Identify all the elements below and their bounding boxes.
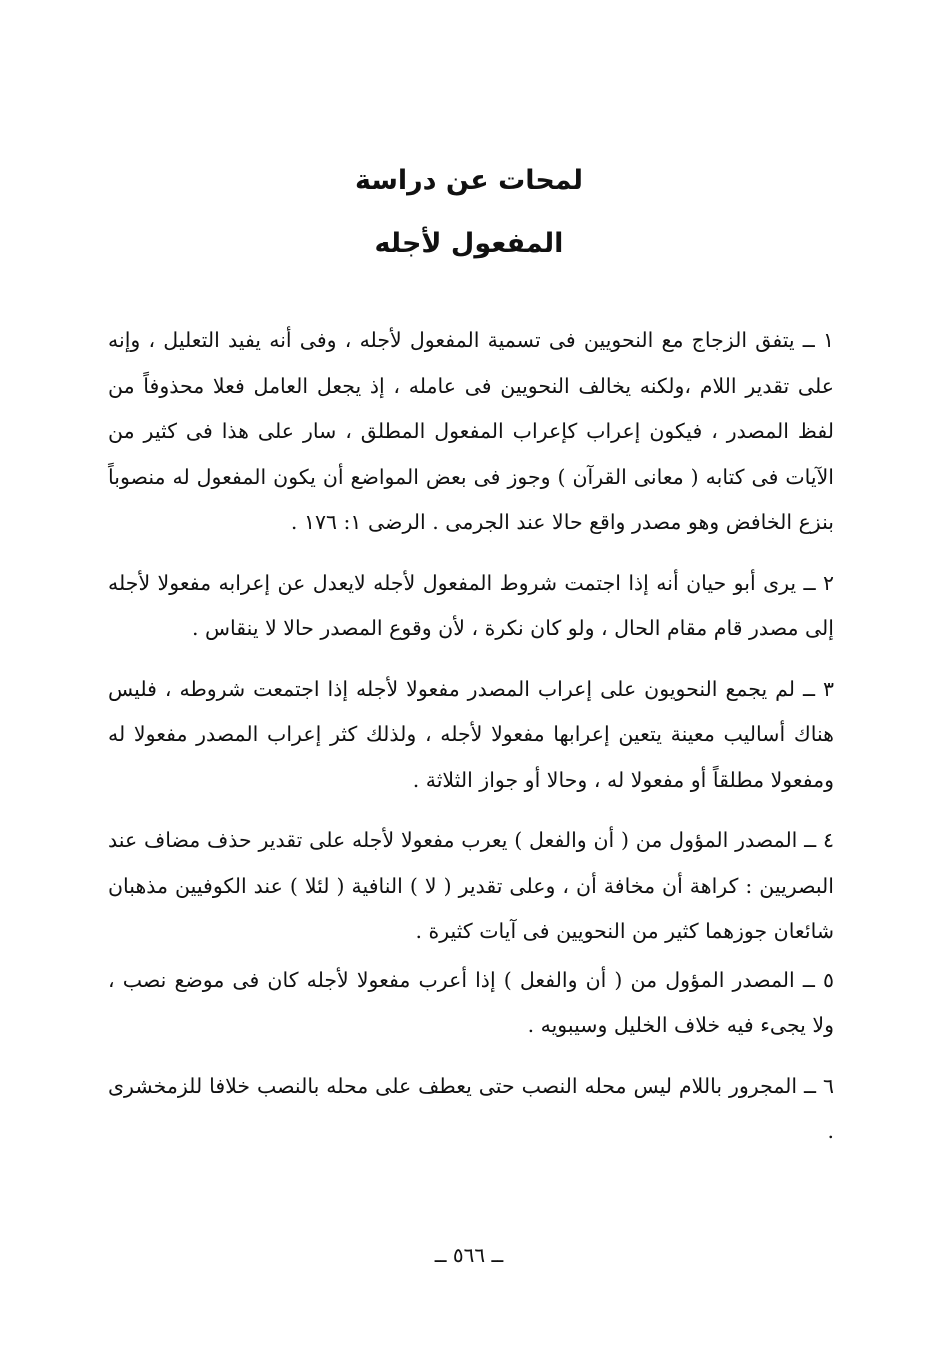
title-line-2: المفعول لأجله [374,228,564,259]
paragraph-4: ٤ ــ المصدر المؤول من ( أن والفعل ) يعرب مفعولا لأجله على تقدير حذف مضاف عند البصريين : كراهة أن مخافة أن ، وعلى تقدير ( لا ) النافية ( لئلا ) عند الكوفيين مذهبان شائعان جوزهما كثير من النحويين فى آيات كثيرة . [108,828,834,943]
paragraph-1: ١ ــ يتفق الزجاج مع النحويين فى تسمية المفعول لأجله ، وفى أنه يفيد التعليل ، وإنه على تقدير اللام ،ولكنه يخالف النحويين فى عامله ، إذ يجعل العامل فعلا محذوفاً من لفظ المصدر ، فيكون إعراب كإعراب المفعول المطلق ، سار على هذا فى كثير من الآيات فى كتابه ( معانى القرآن ) وجوز فى بعض المواضع أن يكون المفعول له منصوباً بنزع الخافض وهو مصدر واقع حالا عند الجرمى . الرضى ١: ١٧٦ . [108,328,834,534]
paragraph-2: ٢ ــ يرى أبو حيان أنه إذا اجتمت شروط المفعول لأجله لايعدل عن إعرابه مفعولا لأجله إلى مصدر قام مقام الحال ، ولو كان نكرة ، لأن وقوع المصدر حالا لا ينقاس . [108,570,834,640]
paragraph-5: ٥ ــ المصدر المؤول من ( أن والفعل ) إذا أعرب مفعولا لأجله كان فى موضع نصب ، ولا يجىء فيه خلاف الخليل وسيبويه . [108,967,834,1037]
paragraph-3: ٣ ــ لم يجمع النحويون على إعراب المصدر مفعولا لأجله إذا اجتمعت شروطه ، فليس هناك أساليب معينة يتعين إعرابها مفعولا لأجله ، ولذلك كثر إعراب المصدر مفعولا له ومفعولا مطلقاً أو مفعولا له ، وحالا أو جواز الثلاثة . [108,676,834,792]
body-text [108,318,834,1155]
paragraph-6: ٦ ــ المجرور باللام ليس محله النصب حتى يعطف على محله بالنصب خلافا للزمخشرى . [108,1073,834,1143]
page-number: ــ ٥٦٦ ــ [434,1243,504,1267]
title-line-1: لمحات عن دراسة [354,165,584,196]
